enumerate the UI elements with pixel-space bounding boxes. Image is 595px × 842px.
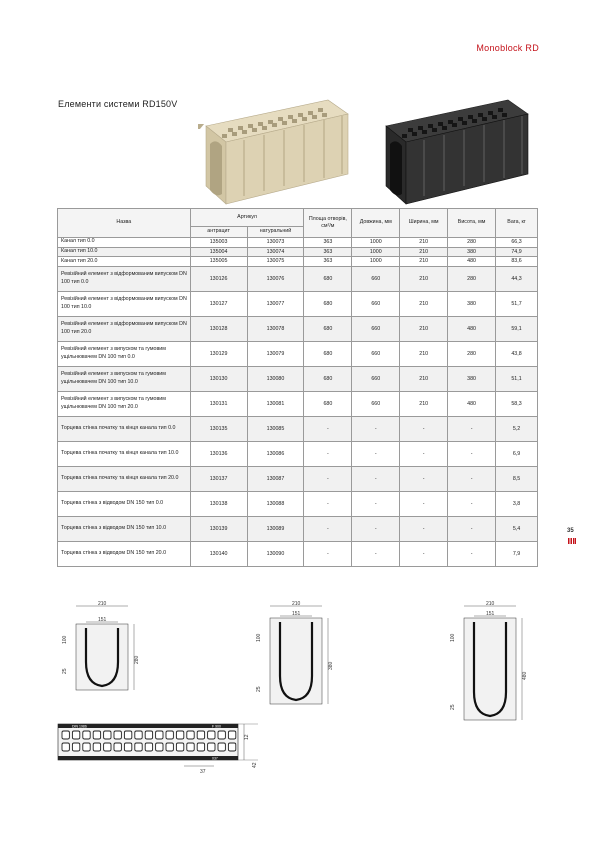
cell-width: 210 — [400, 316, 448, 341]
grate-slot — [93, 731, 100, 739]
header-name: Назва — [58, 209, 191, 238]
cell-area: 680 — [304, 291, 352, 316]
cell-area: 680 — [304, 391, 352, 416]
cell-area: - — [304, 491, 352, 516]
cell-weight: 83,6 — [496, 257, 538, 267]
cell-name: Ревізійний елемент з відформованим випуском DN 100 тип 0.0 — [58, 266, 191, 291]
table-row — [58, 466, 538, 491]
table-row — [58, 316, 538, 341]
grate-slot — [135, 743, 142, 751]
cell-height: 280 — [448, 341, 496, 366]
cell-area: - — [304, 466, 352, 491]
dim-bottom: 37 — [200, 769, 206, 775]
cell-weight: 7,9 — [496, 541, 538, 566]
cell-name: Торцева стінка з відводом DN 150 тип 0.0 — [58, 491, 191, 516]
grate-slot — [176, 731, 183, 739]
cell-width: - — [400, 466, 448, 491]
cell-name: Торцева стінка з відводом DN 150 тип 10.0 — [58, 516, 191, 541]
header-area: Площа отворів, см²/м — [304, 209, 352, 238]
cell-length: - — [352, 416, 400, 441]
cell-anthracite: 130131 — [190, 391, 247, 416]
cell-length: 660 — [352, 266, 400, 291]
header-width: Ширина, мм — [400, 209, 448, 238]
cell-name: Ревізійний елемент з відформованим випуском DN 100 тип 20.0 — [58, 316, 191, 341]
grate-slot — [62, 731, 69, 739]
cell-weight: 3,8 — [496, 491, 538, 516]
cell-anthracite: 130140 — [190, 541, 247, 566]
cell-width: 210 — [400, 341, 448, 366]
table-row — [58, 341, 538, 366]
cell-weight: 59,1 — [496, 316, 538, 341]
cell-height: 480 — [448, 257, 496, 267]
cell-length: - — [352, 466, 400, 491]
cell-natural: 130079 — [247, 341, 304, 366]
dim-bottom: 25 — [256, 686, 262, 692]
dim-mid: 037 — [212, 756, 218, 761]
grate-slot — [145, 731, 152, 739]
cell-anthracite: 130137 — [190, 466, 247, 491]
grate-slot — [114, 743, 121, 751]
cell-anthracite: 130135 — [190, 416, 247, 441]
dim-height: 480 — [522, 671, 528, 680]
grate-slot — [156, 743, 163, 751]
header-anthracite: антрацит — [190, 227, 247, 238]
cell-height: - — [448, 491, 496, 516]
grate-slot — [62, 743, 69, 751]
cross-section-drawing-2 — [252, 600, 347, 710]
cell-area: - — [304, 541, 352, 566]
cell-name: Ревізійний елемент з випуском та гумовим ущільнювачем DN 100 тип 0.0 — [58, 341, 191, 366]
cell-name: Ревізійний елемент з випуском та гумовим ущільнювачем DN 100 тип 20.0 — [58, 391, 191, 416]
cell-width: 210 — [400, 391, 448, 416]
dim-width: 210 — [486, 601, 495, 607]
cell-name: Торцева стінка початку та кінця канала тип 10.0 — [58, 441, 191, 466]
grate-slot — [228, 731, 235, 739]
table-row — [58, 366, 538, 391]
cell-width: 210 — [400, 266, 448, 291]
channel-natural-image — [198, 100, 348, 204]
cell-width: - — [400, 491, 448, 516]
table-row — [58, 441, 538, 466]
table-row — [58, 238, 538, 248]
table-row — [58, 416, 538, 441]
table-row — [58, 516, 538, 541]
cell-length: 1000 — [352, 257, 400, 267]
grate-slot — [114, 731, 121, 739]
dim-width: 210 — [98, 601, 107, 607]
grate-slot — [124, 743, 131, 751]
cell-width: 210 — [400, 247, 448, 257]
cell-weight: 8,5 — [496, 466, 538, 491]
grate-slot — [197, 743, 204, 751]
label-class: F 900 — [212, 724, 221, 729]
dim-bottom: 25 — [450, 704, 456, 710]
grate-slot — [228, 743, 235, 751]
cell-anthracite: 130136 — [190, 441, 247, 466]
cell-height: 480 — [448, 391, 496, 416]
cell-natural: 130077 — [247, 291, 304, 316]
cell-anthracite: 130130 — [190, 366, 247, 391]
table-row — [58, 291, 538, 316]
cell-length: - — [352, 516, 400, 541]
cell-area: 680 — [304, 341, 352, 366]
cell-anthracite: 135003 — [190, 238, 247, 248]
cell-height: - — [448, 441, 496, 466]
dim-right1: 12 — [244, 734, 250, 740]
cell-weight: 44,3 — [496, 266, 538, 291]
cell-anthracite: 130138 — [190, 491, 247, 516]
grate-slot — [83, 743, 90, 751]
cell-anthracite: 130126 — [190, 266, 247, 291]
grate-slot — [166, 743, 173, 751]
cell-natural: 130080 — [247, 366, 304, 391]
cell-area: - — [304, 516, 352, 541]
cell-length: 660 — [352, 291, 400, 316]
header-weight: Вага, кг — [496, 209, 538, 238]
spec-table — [57, 208, 538, 567]
grate-slot — [187, 743, 194, 751]
cell-name: Канал тип 10.0 — [58, 247, 191, 257]
grate-slot — [145, 743, 152, 751]
header-natural: натуральний — [247, 227, 304, 238]
grate-slot — [83, 731, 90, 739]
cell-area: 363 — [304, 257, 352, 267]
dim-bottom: 25 — [62, 668, 68, 674]
cell-length: - — [352, 541, 400, 566]
cell-length: 1000 — [352, 247, 400, 257]
cell-natural: 130087 — [247, 466, 304, 491]
cell-anthracite: 135005 — [190, 257, 247, 267]
cell-name: Торцева стінка з відводом DN 150 тип 20.0 — [58, 541, 191, 566]
table-row — [58, 266, 538, 291]
cell-name: Ревізійний елемент з відформованим випуском DN 100 тип 10.0 — [58, 291, 191, 316]
cell-natural: 130075 — [247, 257, 304, 267]
product-photos — [198, 86, 538, 206]
cell-name: Торцева стінка початку та кінця канала тип 0.0 — [58, 416, 191, 441]
cell-length: 660 — [352, 391, 400, 416]
cell-width: - — [400, 516, 448, 541]
grate-slot — [208, 743, 215, 751]
dim-top: 100 — [62, 635, 68, 644]
cell-height: 480 — [448, 316, 496, 341]
cell-area: 680 — [304, 266, 352, 291]
cell-weight: 58,3 — [496, 391, 538, 416]
channel-anthracite-image — [386, 100, 528, 204]
dim-width: 210 — [292, 601, 301, 607]
cell-anthracite: 130128 — [190, 316, 247, 341]
cell-height: 380 — [448, 366, 496, 391]
table-row — [58, 247, 538, 257]
cell-natural: 130073 — [247, 238, 304, 248]
cell-length: 660 — [352, 366, 400, 391]
cell-natural: 130088 — [247, 491, 304, 516]
grate-slot — [197, 731, 204, 739]
grate-slot — [72, 743, 79, 751]
cell-name: Канал тип 0.0 — [58, 238, 191, 248]
cell-width: 210 — [400, 238, 448, 248]
page-marker — [568, 538, 576, 544]
cell-width: 210 — [400, 257, 448, 267]
header-length: Довжина, мм — [352, 209, 400, 238]
grate-slot — [156, 731, 163, 739]
cell-anthracite: 130129 — [190, 341, 247, 366]
grate-slot — [187, 731, 194, 739]
cell-weight: 66,3 — [496, 238, 538, 248]
cell-natural: 130074 — [247, 247, 304, 257]
cell-anthracite: 130139 — [190, 516, 247, 541]
cell-height: 380 — [448, 247, 496, 257]
cell-area: - — [304, 441, 352, 466]
cell-name: Канал тип 20.0 — [58, 257, 191, 267]
grate-slot — [176, 743, 183, 751]
cell-weight: 5,2 — [496, 416, 538, 441]
dim-height: 280 — [134, 655, 140, 664]
cell-weight: 5,4 — [496, 516, 538, 541]
grate-slot — [135, 731, 142, 739]
cell-height: - — [448, 416, 496, 441]
grate-slot — [93, 743, 100, 751]
cell-height: 280 — [448, 266, 496, 291]
cell-weight: 51,1 — [496, 366, 538, 391]
cell-length: - — [352, 441, 400, 466]
cell-weight: 74,9 — [496, 247, 538, 257]
cell-length: - — [352, 491, 400, 516]
dim-inner: 151 — [486, 611, 495, 617]
cell-length: 660 — [352, 341, 400, 366]
cell-height: 380 — [448, 291, 496, 316]
cell-width: 210 — [400, 366, 448, 391]
cross-section-drawing-1 — [58, 600, 153, 695]
cell-weight: 51,7 — [496, 291, 538, 316]
dim-top: 100 — [450, 633, 456, 642]
top-view-drawing — [52, 718, 272, 778]
grate-slot — [208, 731, 215, 739]
cell-length: 1000 — [352, 238, 400, 248]
cell-name: Торцева стінка початку та кінця канала тип 20.0 — [58, 466, 191, 491]
dim-top: 100 — [256, 633, 262, 642]
dim-inner: 151 — [98, 617, 107, 623]
dim-inner: 151 — [292, 611, 301, 617]
table-row — [58, 491, 538, 516]
grate-slot — [218, 743, 225, 751]
cell-area: 363 — [304, 238, 352, 248]
cell-anthracite: 135004 — [190, 247, 247, 257]
grate-slot — [124, 731, 131, 739]
cell-height: - — [448, 541, 496, 566]
cell-area: - — [304, 416, 352, 441]
header-height: Висота, мм — [448, 209, 496, 238]
cell-natural: 130078 — [247, 316, 304, 341]
cell-width: - — [400, 541, 448, 566]
cross-section-drawing-3 — [446, 600, 541, 725]
section-title: Елементи системи RD150V — [58, 99, 178, 109]
page-number: 35 — [567, 528, 574, 534]
cell-height: - — [448, 516, 496, 541]
table-row — [58, 541, 538, 566]
header-article: Артикул — [190, 209, 304, 227]
cell-weight: 43,8 — [496, 341, 538, 366]
cell-width: - — [400, 416, 448, 441]
cell-natural: 130089 — [247, 516, 304, 541]
dim-right2: 42 — [252, 762, 258, 768]
cell-weight: 6,9 — [496, 441, 538, 466]
cell-natural: 130076 — [247, 266, 304, 291]
grate-slot — [72, 731, 79, 739]
brand-title: Monoblock RD — [476, 43, 539, 53]
cell-area: 363 — [304, 247, 352, 257]
cell-area: 680 — [304, 366, 352, 391]
grate-slot — [104, 731, 111, 739]
table-row — [58, 391, 538, 416]
cell-area: 680 — [304, 316, 352, 341]
cell-height: - — [448, 466, 496, 491]
cell-natural: 130086 — [247, 441, 304, 466]
cell-width: 210 — [400, 291, 448, 316]
table-row — [58, 257, 538, 267]
cell-width: - — [400, 441, 448, 466]
cell-anthracite: 130127 — [190, 291, 247, 316]
cell-natural: 130085 — [247, 416, 304, 441]
cell-height: 280 — [448, 238, 496, 248]
grate-slot — [166, 731, 173, 739]
cell-natural: 130081 — [247, 391, 304, 416]
grate-slot — [218, 731, 225, 739]
cell-natural: 130090 — [247, 541, 304, 566]
grate-slot — [104, 743, 111, 751]
dim-height: 380 — [328, 661, 334, 670]
cell-length: 660 — [352, 316, 400, 341]
cell-name: Ревізійний елемент з випуском та гумовим ущільнювачем DN 100 тип 10.0 — [58, 366, 191, 391]
label-din: DIN 1986 — [72, 724, 87, 729]
